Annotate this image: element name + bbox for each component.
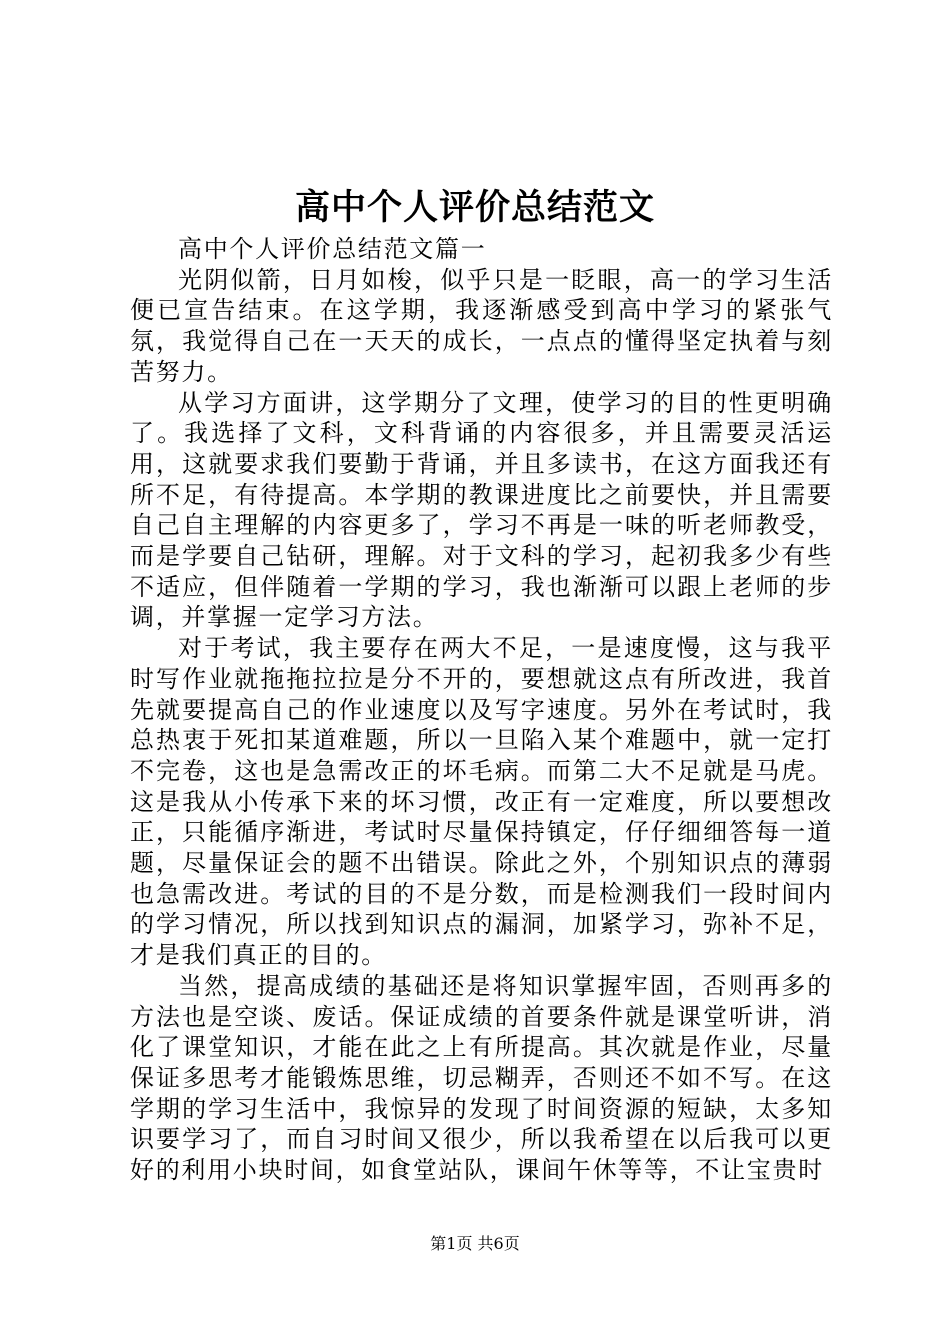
document-body: [130, 234, 833, 1186]
document-title: 高中个人评价总结范文: [294, 187, 655, 228]
paragraph-2: 从学习方面讲，这学期分了文理，使学习的目的性更明确了。我选择了文科，文科背诵的内容很多，并且需要灵活运用，这就要求我们要勤于背诵，并且多读书，在这方面我还有所不足，有待提高。本学期的教课进度比之前要快，并且需要自己自主理解的内容更多了，学习不再是一味的听老师教受，而是学要自己钻研，理解。对于文科的学习，起初我多少有些不适应，但伴随着一学期的学习，我也渐渐可以跟上老师的步调，并掌握一定学习方法。: [130, 388, 833, 632]
section-heading: 高中个人评价总结范文篇一: [178, 235, 487, 263]
paragraph-1: 光阴似箭，日月如梭，似乎只是一眨眼，高一的学习生活便已宣告结束。在这学期，我逐渐感受到高中学习的紧张气氛，我觉得自己在一天天的成长，一点点的懂得坚定执着与刻苦努力。: [130, 265, 833, 386]
page-footer: 第1页 共6页: [430, 1234, 520, 1253]
paragraph-3: 对于考试，我主要存在两大不足，一是速度慢，这与我平时写作业就拖拖拉拉是分不开的，要想就这点有所改进，我首先就要提高自己的作业速度以及写字速度。另外在考试时，我总热衷于死扣某道难题，所以一旦陷入某个难题中，就一定打不完卷，这也是急需改正的坏毛病。而第二大不足就是马虎。这是我从小传承下来的坏习惯，改正有一定难度，所以要想改正，只能循序渐进，考试时尽量保持镇定，仔仔细细答每一道题，尽量保证会的题不出错误。除此之外，个别知识点的薄弱也急需改进。考试的目的不是分数，而是检测我们一段时间内的学习情况，所以找到知识点的漏洞，加紧学习，弥补不足，才是我们真正的目的。: [130, 634, 833, 970]
paragraph-4: 当然，提高成绩的基础还是将知识掌握牢固，否则再多的方法也是空谈、废话。保证成绩的首要条件就是课堂听讲，消化了课堂知识，才能在此之上有所提高。其次就是作业，尽量保证多思考才能锻炼思维，切忌糊弄，否则还不如不写。在这学期的学习生活中，我惊异的发现了时间资源的短缺，太多知识要学习了，而自习时间又很少，所以我希望在以后我可以更好的利用小块时间，如食堂站队，课间午休等等，不让宝贵时: [130, 971, 833, 1185]
